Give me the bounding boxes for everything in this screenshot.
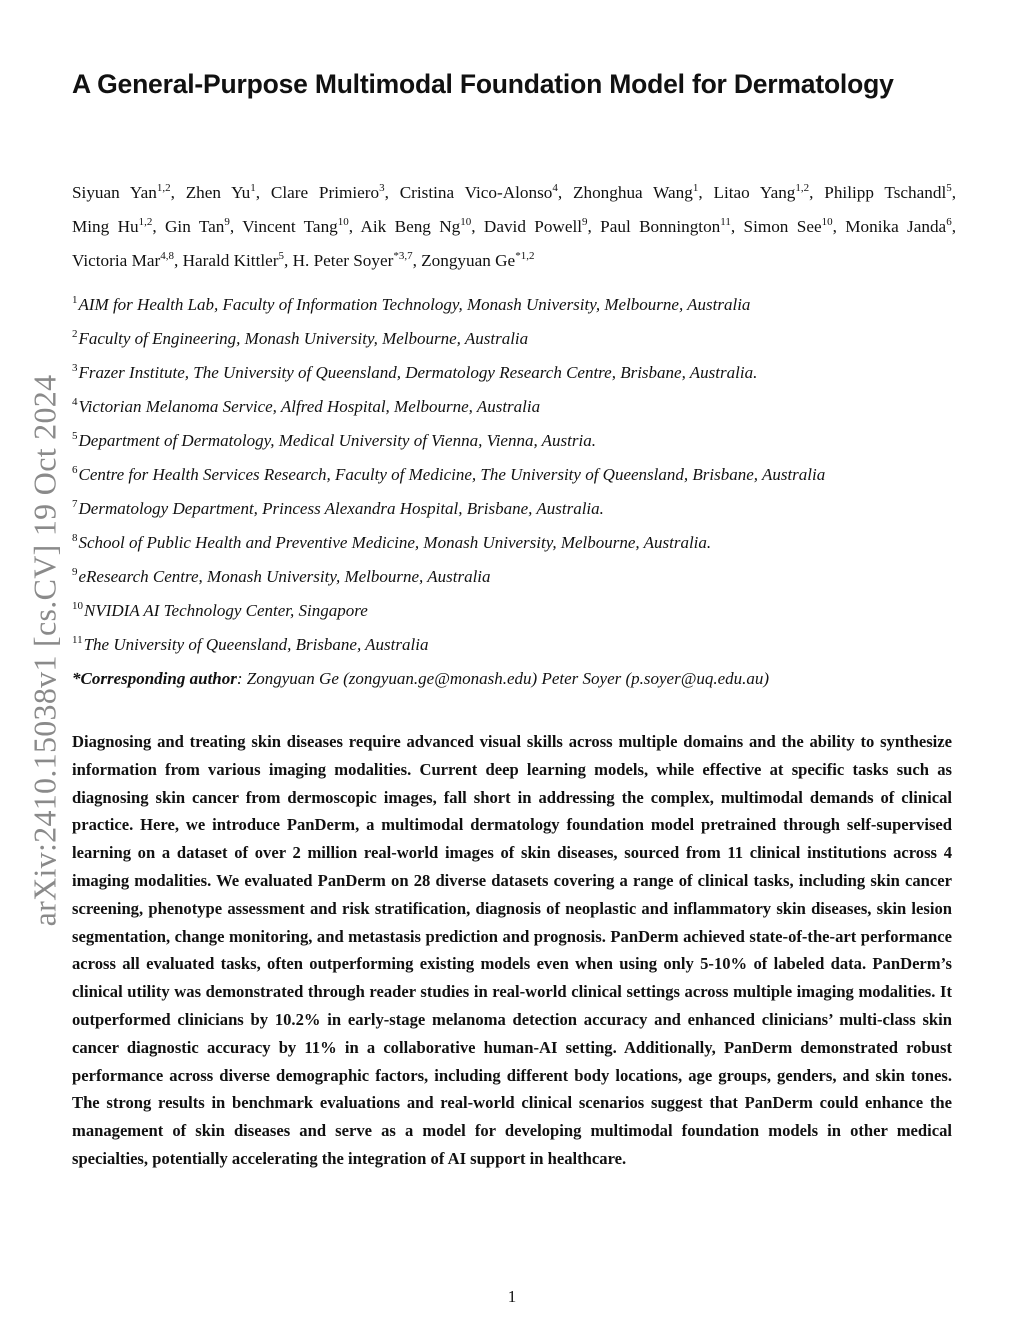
affiliation: $^{10}$NVIDIA AI Technology Center, Singapore [72,600,368,620]
author: Philipp Tschandl$^5$ [824,182,952,202]
author: Victoria Mar$^{4,8}$ [72,250,174,270]
corresponding-author-contacts: : Zongyuan Ge (zongyuan.ge@monash.edu) Peter Soyer (p.soyer@uq.edu.au) [236,669,770,688]
affiliation: $^7$Dermatology Department, Princess Alexandra Hospital, Brisbane, Australia. [72,498,604,518]
author: Cristina Vico-Alonso$^4$ [399,182,558,202]
affiliation: $^8$School of Public Health and Preventive Medicine, Monash University, Melbourne, Australia. [72,532,712,552]
author: Harald Kittler$^5$ [182,250,284,270]
author: Litao Yang$^{1,2}$ [713,182,810,202]
corresponding-author [72,662,962,696]
author: Vincent Tang$^{10}$ [242,216,349,236]
author: Zhonghua Wang$^1$ [572,182,699,202]
abstract: Diagnosing and treating skin diseases require advanced visual skills across multiple domains and the ability to synthesize information from various imaging modalities. Current deep learning models, while effective at specific tasks such as diagnosing skin cancer from dermoscopic images, fall short in addressing the complex, multimodal demands of clinical practice. Here, we introduce PanDerm, a multimodal dermatology foundation model pretrained through self-supervised learning on a dataset of over 2 million real-world images of skin diseases, sourced from 11 clinical institutions across 4 imaging modalities. We evaluated PanDerm on 28 diverse datasets covering a range of clinical tasks, including skin cancer screening, phenotype assessment and risk stratification, diagnosis of neoplastic and inflammatory skin diseases, skin lesion segmentation, change monitoring, and metastasis prediction and prognosis. PanDerm achieved state-of-the-art performance across all evaluated tasks, often outperforming existing models even when using only 5-10% of labeled data. PanDerm’s clinical utility was demonstrated through reader studies in real-world clinical settings across multiple imaging modalities. It outperformed clinicians by 10.2% in early-stage melanoma detection accuracy and enhanced clinicians’ multi-class skin cancer diagnostic accuracy by 11% in a collaborative human-AI setting. Additionally, PanDerm demonstrated robust performance across diverse demographic factors, including different body locations, age groups, genders, and skin tones. The strong results in benchmark evaluations and real-world clinical scenarios suggest that PanDerm could enhance the management of skin diseases and serve as a model for developing multimodal foundation models in other medical specialties, potentially accelerating the integration of AI support in healthcare. [72,732,952,1168]
author: H. Peter Soyer$^{*3,7}$ [292,250,413,270]
affiliation: $^6$Centre for Health Services Research, Faculty of Medicine, The University of Queensland, Brisbane, Australia [72,464,826,484]
arxiv-stamp-text: arXiv:2410.15038v1 [cs.CV] 19 Oct 2024 [26,374,63,926]
author: Zongyuan Ge$^{*1,2}$ [421,250,535,270]
affiliation: $^9$eResearch Centre, Monash University, Melbourne, Australia [72,566,491,586]
author: Gin Tan$^9$ [165,216,230,236]
author: Aik Beng Ng$^{10}$ [360,216,472,236]
author-list: Siyuan Yan$^{1,2}$, Zhen Yu$^1$, Clare Primiero$^3$, Cristina Vico-Alonso$^4$, Zhonghua Wang$^1$, Litao Yang$^{1,2}$, Philipp Tschandl$^5$, Ming Hu$^{1,2}$, Gin Tan$^9$, Vincent Tang$^{10}$, Aik Beng Ng$^{10}$, David Powell$^9$, Paul Bonnington$^{11}$, Simon See$^{10}$, Monika Janda$^6$, Victoria Mar$^{4,8}$, Harald Kittler$^5$, H. Peter Soyer$^{*3,7}$, Zongyuan Ge$^{*1,2}$ [72,182,957,270]
affiliation: $^5$Department of Dermatology, Medical University of Vienna, Vienna, Austria. [72,430,596,450]
paper-title: A General-Purpose Multimodal Foundation Model for Dermatology [72,69,894,99]
affiliation: $^4$Victorian Melanoma Service, Alfred Hospital, Melbourne, Australia [72,396,541,416]
affiliation: $^2$Faculty of Engineering, Monash University, Melbourne, Australia [72,328,529,348]
author: Clare Primiero$^3$ [270,182,385,202]
affiliation-list [72,288,962,696]
author: Monika Janda$^6$ [845,216,952,236]
page-number: 1 [507,1287,517,1306]
author: Paul Bonnington$^{11}$ [600,216,731,236]
affiliation: $^1$AIM for Health Lab, Faculty of Information Technology, Monash University, Melbourne, Australia [72,294,751,314]
author: Siyuan Yan$^{1,2}$ [72,182,171,202]
affiliation: $^3$Frazer Institute, The University of Queensland, Dermatology Research Centre, Brisbane, Australia. [72,362,758,382]
arxiv-stamp [18,350,72,950]
author: Simon See$^{10}$ [743,216,833,236]
author: Ming Hu$^{1,2}$ [72,216,153,236]
corresponding-author-label: *Corresponding author [72,669,237,688]
author: David Powell$^9$ [483,216,588,236]
author: Zhen Yu$^1$ [185,182,256,202]
affiliation: $^{11}$The University of Queensland, Brisbane, Australia [72,634,429,654]
